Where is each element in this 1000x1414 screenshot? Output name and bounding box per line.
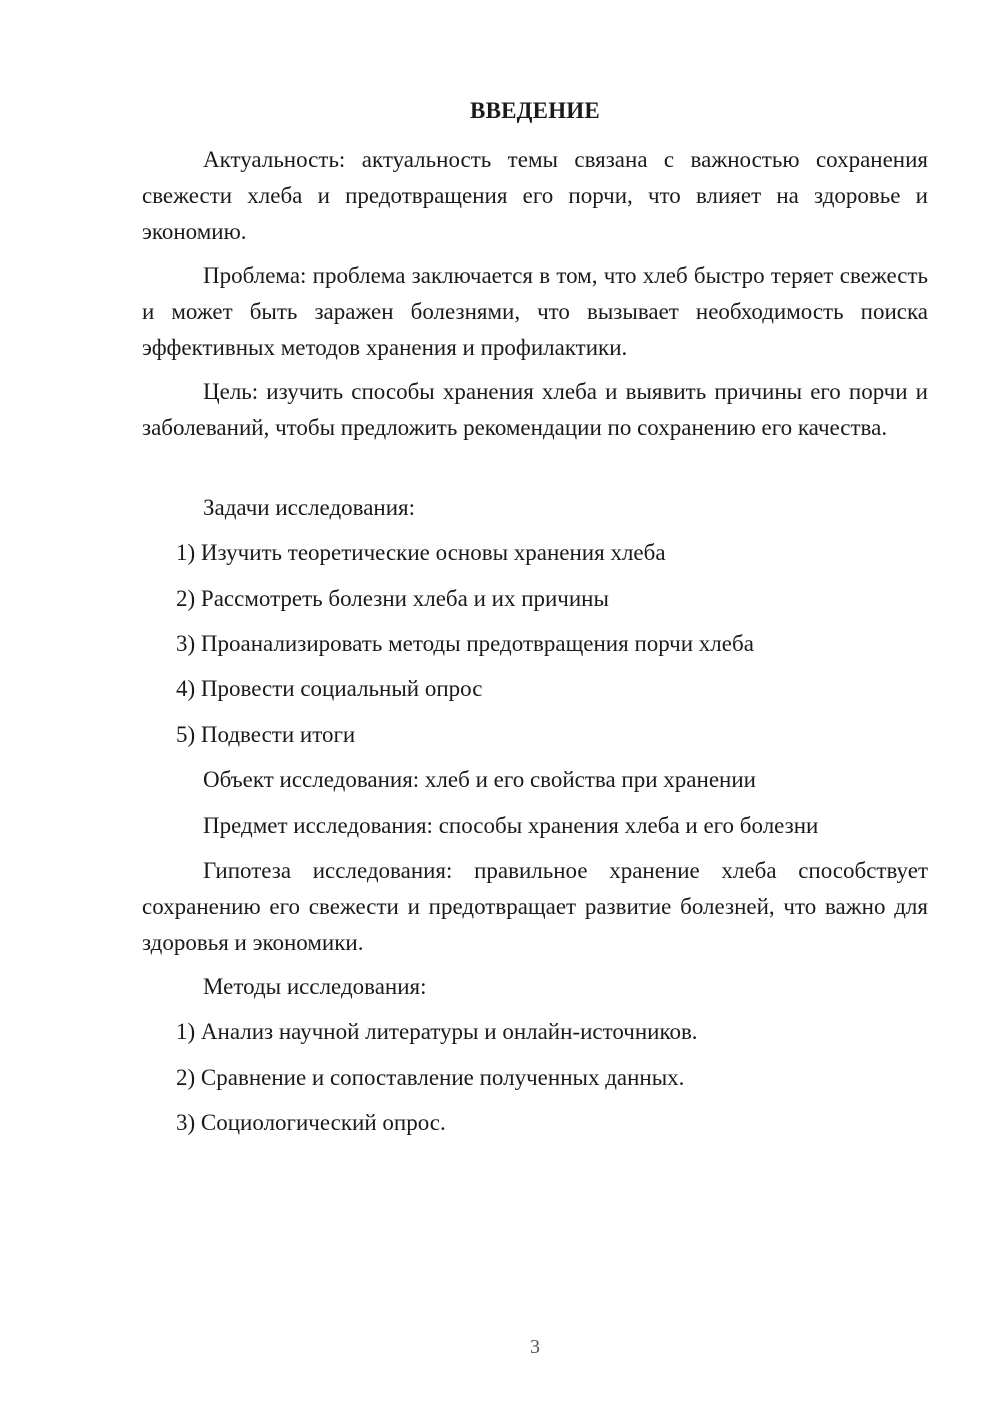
object-line: Объект исследования: хлеб и его свойства при хранении xyxy=(203,767,756,792)
method-item: 1) Анализ научной литературы и онлайн-источников. xyxy=(176,1019,698,1044)
task-item: 4) Провести социальный опрос xyxy=(176,676,483,701)
methods-heading: Методы исследования: xyxy=(203,974,427,999)
task-item: 2) Рассмотреть болезни хлеба и их причины xyxy=(176,586,609,611)
task-item: 3) Проанализировать методы предотвращения порчи хлеба xyxy=(176,631,754,656)
subject-line: Предмет исследования: способы хранения хлеба и его болезни xyxy=(203,813,819,838)
page-title: ВВЕДЕНИЕ xyxy=(470,98,600,123)
task-item: 1) Изучить теоретические основы хранения хлеба xyxy=(176,540,666,565)
method-item: 2) Сравнение и сопоставление полученных данных. xyxy=(176,1065,685,1090)
page-number: 3 xyxy=(530,1336,540,1358)
goal-paragraph: Цель: изучить способы хранения хлеба и выявить причины его порчи и заболеваний, чтобы предложить рекомендации по сохранению его качества. xyxy=(142,379,928,440)
relevance-paragraph: Актуальность: актуальность темы связана с важностью сохранения свежести хлеба и предотвращения его порчи, что влияет на здоровье и экономию. xyxy=(142,147,928,244)
tasks-heading: Задачи исследования: xyxy=(203,495,416,520)
hypothesis-paragraph: Гипотеза исследования: правильное хранение хлеба способствует сохранению его свежести и предотвращает развитие болезней, что важно для здоровья и экономики. xyxy=(142,858,928,955)
task-item: 5) Подвести итоги xyxy=(176,722,356,747)
method-item: 3) Социологический опрос. xyxy=(176,1110,446,1135)
problem-paragraph: Проблема: проблема заключается в том, что хлеб быстро теряет свежесть и может быть заражен болезнями, что вызывает необходимость поиска эффективных методов хранения и профилактики. xyxy=(142,263,928,360)
